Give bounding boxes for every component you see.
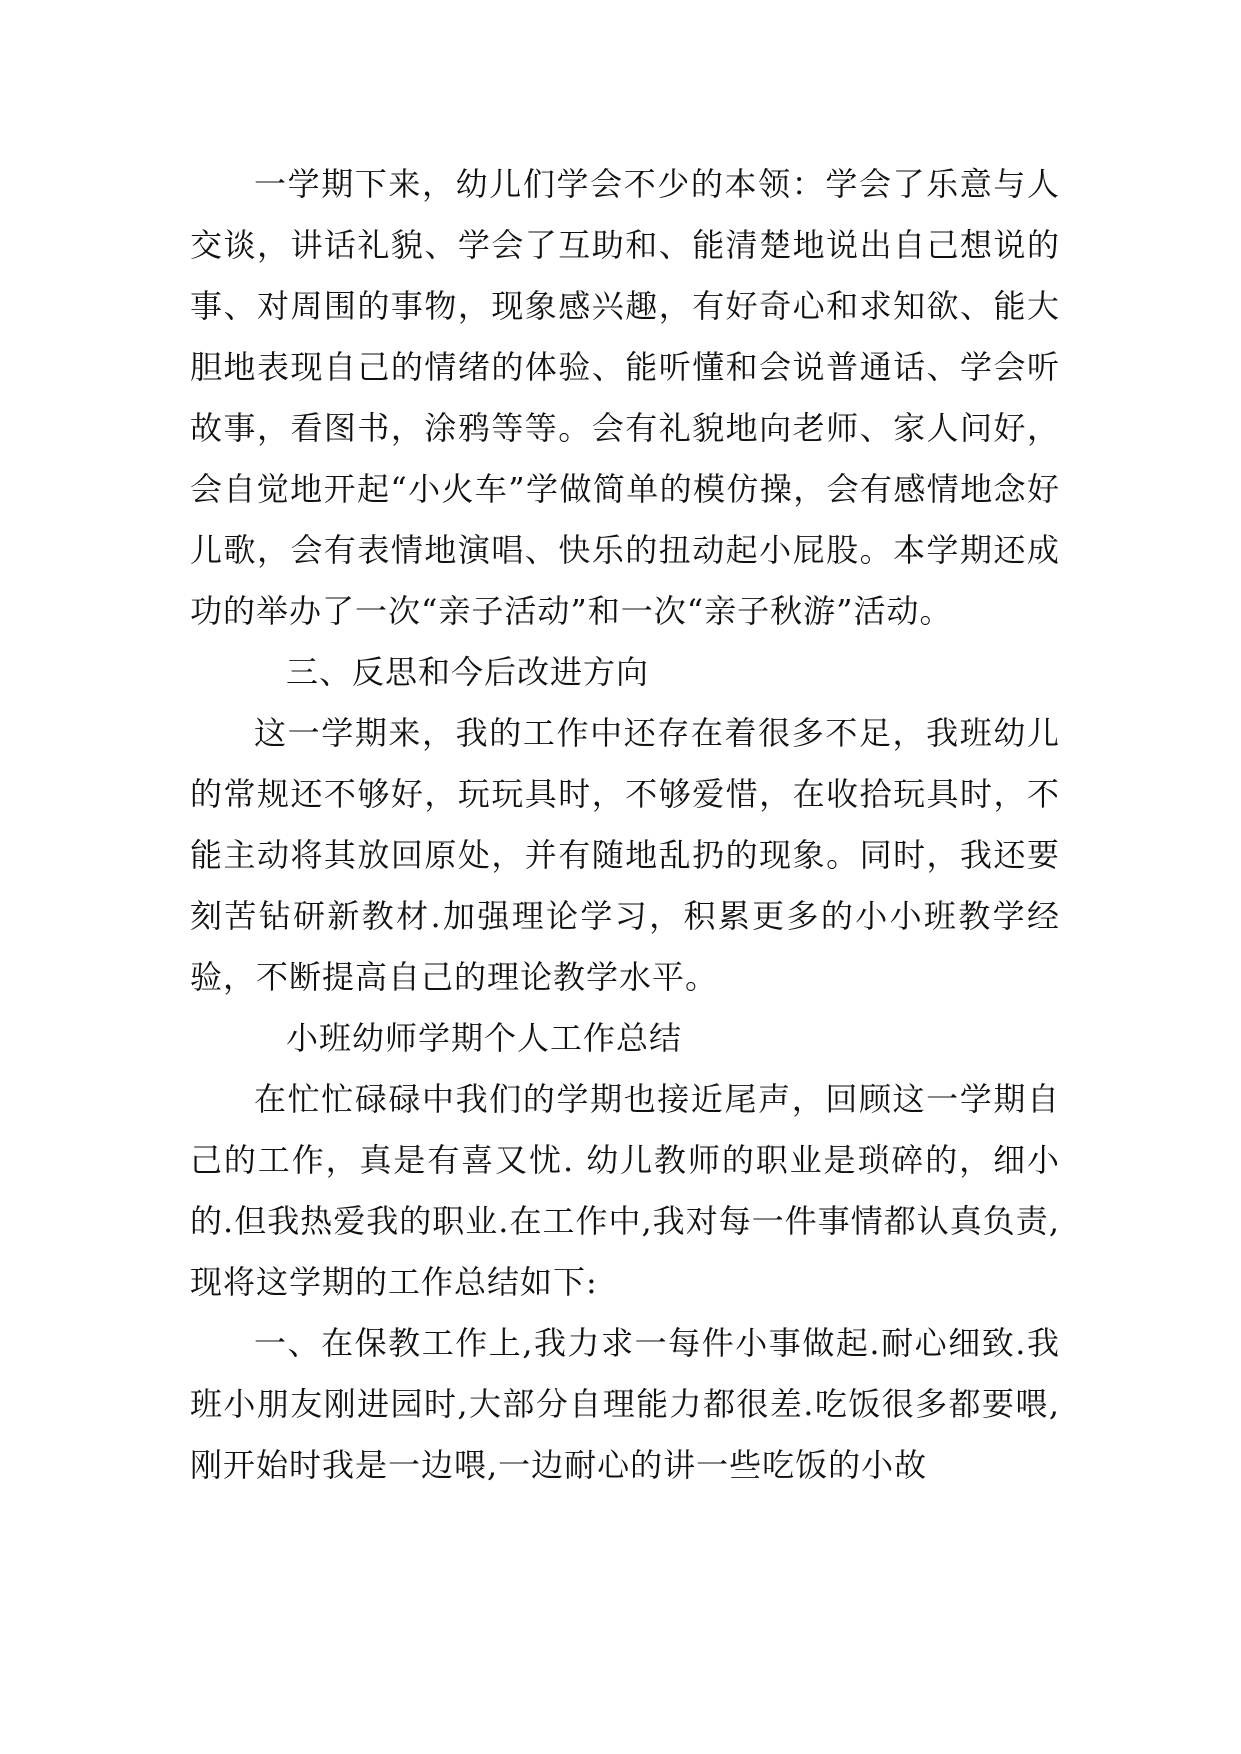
- paragraph-shortcomings: 这一学期来，我的工作中还存在着很多不足，我班幼儿的常规还不够好，玩玩具时，不够爱惜，在收拾玩具时，不能主动将其放回原处，并有随地乱扔的现象。同时，我还要刻苦钻研新教材.加强理论学习，积累更多的小小班教学经验，不断提高自己的理论教学水平。: [190, 714, 1060, 996]
- paragraph-skills-summary: 一学期下来，幼儿们学会不少的本领：学会了乐意与人交谈，讲话礼貌、学会了互助和、能清楚地说出自己想说的事、对周围的事物，现象感兴趣，有好奇心和求知欲、能大胆地表现自己的情绪的体验、能听懂和会说普通话、学会听故事，看图书，涂鸦等等。会有礼貌地向老师、家人问好，会自觉地开起“小火车”学做简单的模仿操，会有感情地念好儿歌，会有表情地演唱、快乐的扭动起小屁股。本学期还成功的举办了一次“亲子活动”和一次“亲子秋游”活动。: [190, 165, 1060, 630]
- paragraph-intro: 在忙忙碌碌中我们的学期也接近尾声，回顾这一学期自己的工作，真是有喜又忧. 幼儿教师的职业是琐碎的，细小的.但我热爱我的职业.在工作中,我对每一件事情都认真负责,现将这学期的工作总结如下:: [190, 1080, 1060, 1301]
- document-body: [190, 154, 1060, 1496]
- section-heading-reflection: 三、反思和今后改进方向: [286, 653, 650, 691]
- document-subtitle: 小班幼师学期个人工作总结: [286, 1019, 683, 1057]
- paragraph-care-work: 一、在保教工作上,我力求一每件小事做起.耐心细致.我班小朋友刚进园时,大部分自理能力都很差.吃饭很多都要喂,刚开始时我是一边喂,一边耐心的讲一些吃饭的小故: [190, 1324, 1060, 1484]
